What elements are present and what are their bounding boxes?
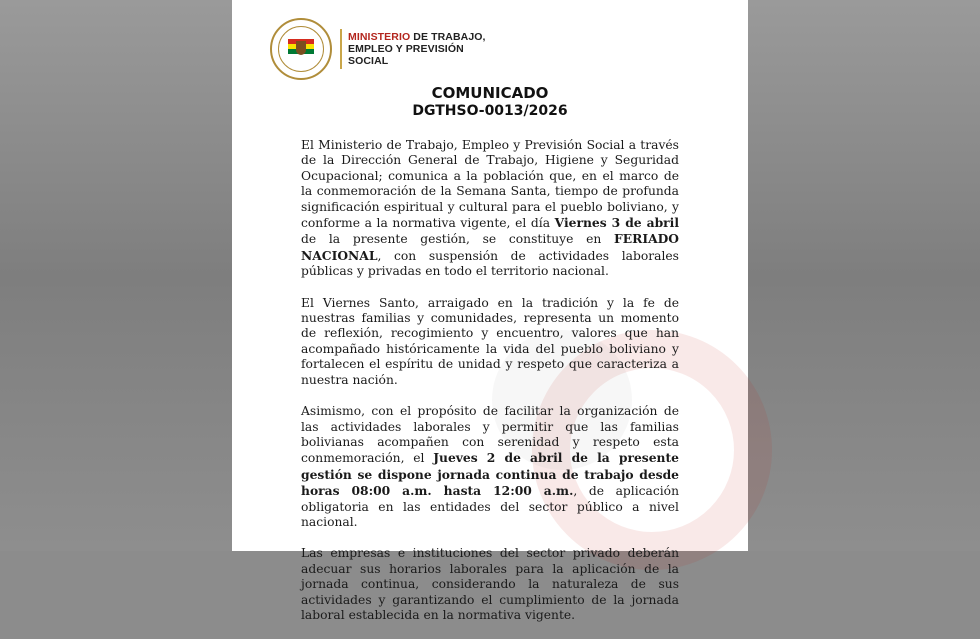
continuous-schedule: Jueves 2 de abril de la presente gestión se dispone jornada continua de trabajo desde horas 08:00 a.m. hasta 12:00 a.m. (301, 450, 679, 499)
blurred-background-right (748, 0, 980, 551)
document-header (270, 18, 486, 80)
paragraph-4: Las empresas e instituciones del sector privado deberán adecuar sus horarios laborales para la aplicación de la jornada continua, considerando la naturaleza de sus actividades y garantizando el cumplimiento de la jornada laboral establecida en la normativa vigente. (301, 546, 679, 622)
holiday-type: FERIADO NACIONAL (301, 231, 679, 263)
ministry-name (348, 31, 486, 67)
document-title: COMUNICADO (431, 84, 549, 102)
document-code: DGTHSO-0013/2026 (412, 103, 568, 119)
ministry-line3: SOCIAL (348, 55, 389, 67)
header-divider (340, 29, 342, 69)
holiday-date: Viernes 3 de abril (554, 215, 679, 231)
blurred-background-left (0, 0, 232, 551)
coat-of-arms-icon (288, 35, 314, 63)
document-page (232, 0, 748, 622)
ministry-line1-rest: DE TRABAJO, (410, 31, 486, 43)
paragraph-1: El Ministerio de Trabajo, Empleo y Previsión Social a través de la Dirección General de Trabajo, Higiene y Seguridad Ocupacional; comunica a la población que, en el marco de la conmemoración de la Semana Santa, tiempo de profunda significación espiritual y cultural para el pueblo boliviano, y conforme a la normativa vigente, el día Viernes 3 de abril de la presente gestión, se constituye en FERIADO NACIONAL, con suspensión de actividades laborales públicas y privadas en todo el territorio nacional. (301, 138, 679, 279)
paragraph-3: Asimismo, con el propósito de facilitar la organización de las actividades laborales y permitir que las familias bolivianas acompañen con serenidad y respeto esta conmemoración, el Jueves 2 de abril de la presente gestión se dispone jornada continua de trabajo desde horas 08:00 a.m. hasta 12:00 a.m., de aplicación obligatoria en las entidades del sector público a nivel nacional. (301, 404, 679, 529)
ministry-word: MINISTERIO (348, 31, 411, 43)
state-seal-icon (270, 18, 332, 80)
ministry-line2: EMPLEO Y PREVISIÓN (348, 43, 464, 55)
document-body (301, 138, 679, 639)
paragraph-2: El Viernes Santo, arraigado en la tradición y la fe de nuestras familias y comunidades, representa un momento de reflexión, recogimiento y encuentro, valores que han acompañado históricamente la vida del pueblo boliviano y fortalecen el espíritu de unidad y respeto que caracteriza a nuestra nación. (301, 295, 679, 387)
